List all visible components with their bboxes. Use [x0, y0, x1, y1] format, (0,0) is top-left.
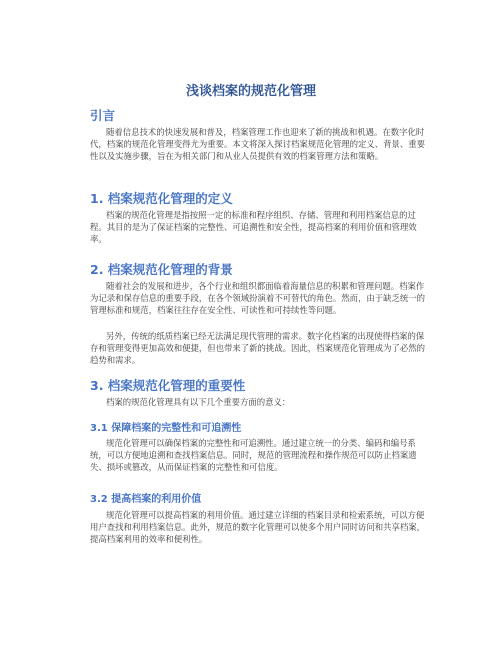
section-3-heading: 3. 档案规范化管理的重要性: [90, 378, 246, 393]
section-2-heading: 2. 档案规范化管理的背景: [90, 262, 233, 277]
section-2-paragraph-1: 随着社会的发展和进步，各个行业和组织都面临着海量信息的积累和管理问题。档案作为记录和保存信息的重要手段，在各个领域扮演着不可替代的角色。然而，由于缺乏统一的管理标准和规范，档案往往存在安全性、可读性和可持续性等问题。: [90, 281, 425, 316]
intro-heading: 引言: [90, 108, 116, 123]
section-2-paragraph-2: 另外，传统的纸质档案已经无法满足现代管理的需求。数字化档案的出现使得档案的保存和管理变得更加高效和便捷，但也带来了新的挑战。因此，档案规范化管理成为了必然的趋势和需求。: [90, 331, 425, 366]
intro-paragraph: 随着信息技术的快速发展和普及，档案管理工作也迎来了新的挑战和机遇。在数字化时代，档案的规范化管理变得尤为重要。本文将深入探讨档案规范化管理的定义、背景、重要性以及实施步骤，旨在为相关部门和从业人员提供有效的档案管理方法和策略。: [90, 127, 425, 162]
section-1-paragraph: 档案的规范化管理是指按照一定的标准和程序组织、存储、管理和利用档案信息的过程。其目的是为了保证档案的完整性、可追溯性和安全性，提高档案的利用价值和管理效率。: [90, 210, 417, 245]
section-3-1-paragraph: 规范化管理可以确保档案的完整性和可追溯性。通过建立统一的分类、编码和编号系统，可以方便地追溯和查找档案信息。同时，规范的管理流程和操作规范可以防止档案遗失、损坏或篡改，从而保证档案的完整性和可信度。: [90, 438, 417, 473]
section-1-heading: 1. 档案规范化管理的定义: [90, 191, 233, 206]
section-3-1-heading: 3.1 保障档案的完整性和可追溯性: [90, 423, 242, 434]
section-3-2-paragraph: 规范化管理可以提高档案的利用价值。通过建立详细的档案目录和检索系统，可以方便用户查找和利用档案信息。此外，规范的数字化管理可以使多个用户同时访问和共享档案，提高档案利用的效率和便利性。: [90, 510, 425, 545]
section-3-paragraph: 档案的规范化管理具有以下几个重要方面的意义：: [105, 397, 291, 407]
section-3-2-heading: 3.2 提高档案的利用价值: [90, 494, 202, 505]
document-title: 浅谈档案的规范化管理: [185, 84, 316, 99]
